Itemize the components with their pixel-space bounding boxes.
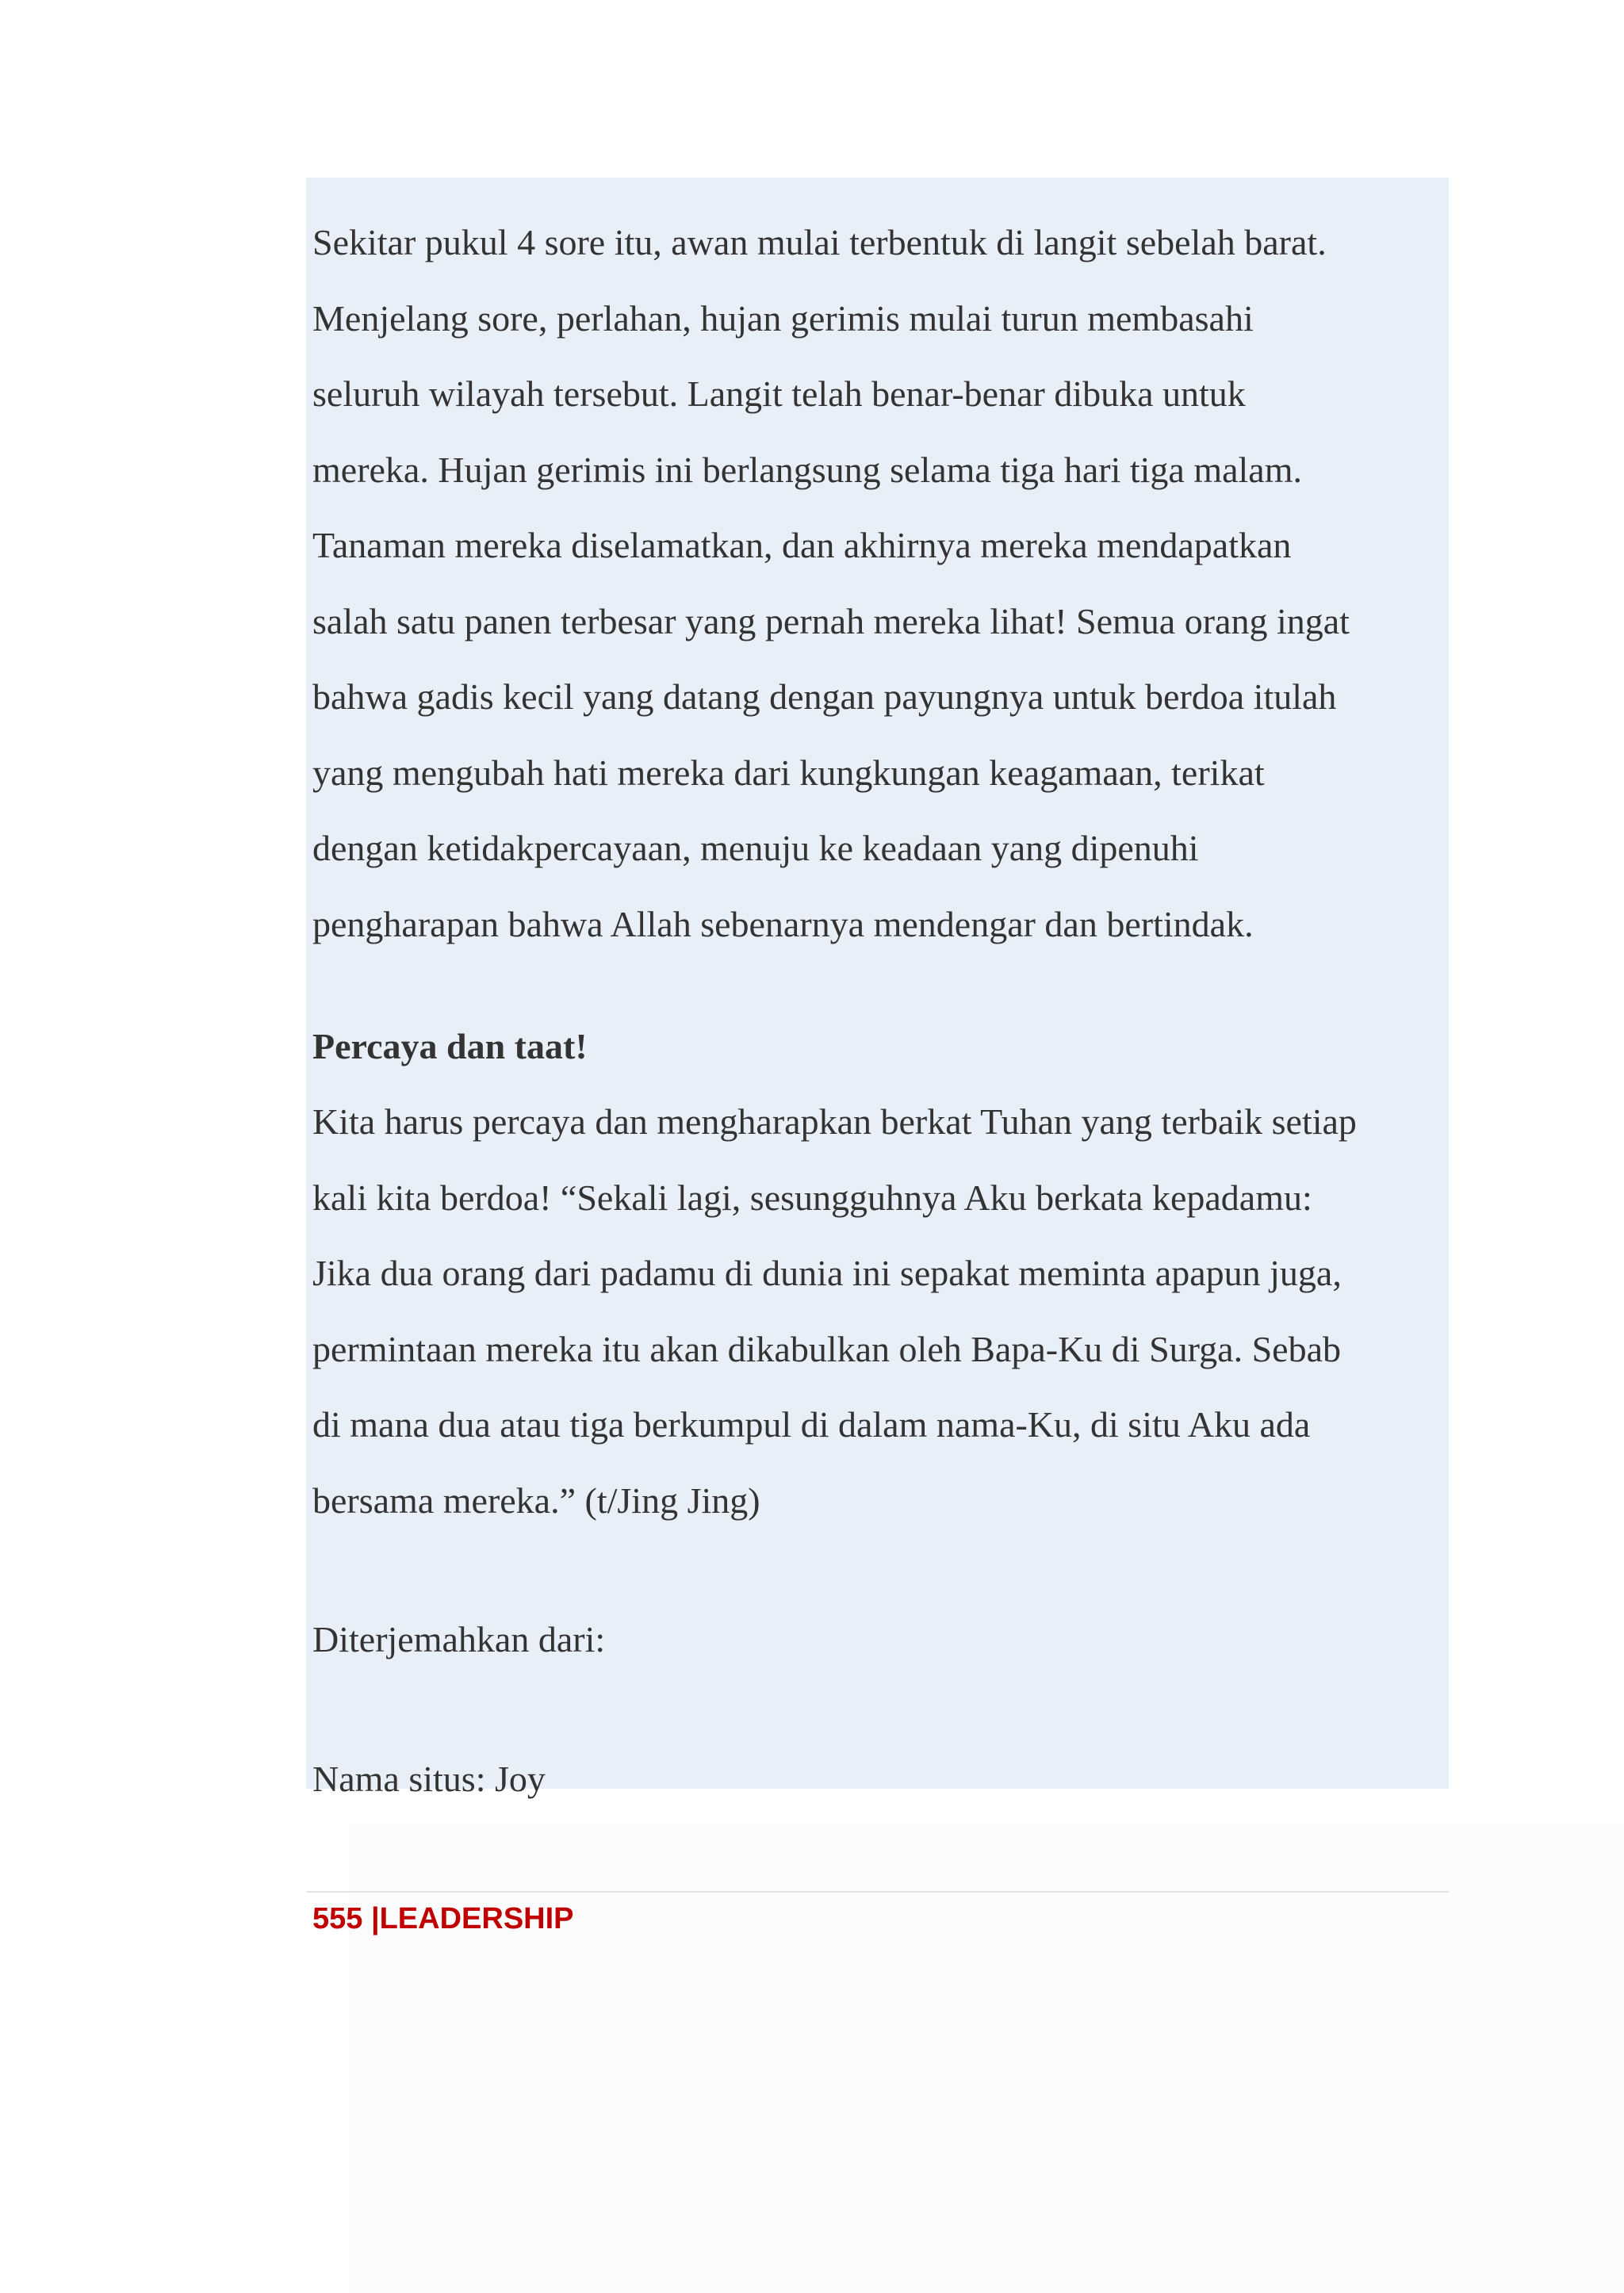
paragraph-1: Sekitar pukul 4 sore itu, awan mulai terbentuk di langit sebelah barat. Menjelang sore, perlahan, hujan gerimis mulai turun membasahi seluruh wilayah tersebut. Langit telah benar-benar dibuka untuk mereka. Hujan gerimis ini berlangsung selama tiga hari tiga malam. Tanaman mereka diselamatkan, dan akhirnya mereka mendapatkan salah satu panen terbesar yang pernah mereka lihat! Semua orang ingat bahwa gadis kecil yang datang dengan payungnya untuk berdoa itulah yang mengubah hati mereka dari kungkungan keagamaan, terikat dengan ketidakpercayaan, menuju ke keadaan yang dipenuhi pengharapan bahwa Allah sebenarnya mendengar dan bertindak. [312, 222, 1350, 944]
site-name: Nama situs: Joy [312, 1759, 546, 1799]
footer-divider [306, 1891, 1449, 1893]
page-shade [349, 1824, 1624, 2293]
section-heading: Percaya dan taat! [312, 1026, 588, 1066]
page-footer: 555 |LEADERSHIP [312, 1902, 574, 1935]
source-label: Diterjemahkan dari: [312, 1619, 606, 1659]
paragraph-2: Kita harus percaya dan mengharapkan berkat Tuhan yang terbaik setiap kali kita berdoa! “Sekali lagi, sesungguhnya Aku berkata kepadamu: Jika dua orang dari padamu di dunia ini sepakat meminta apapun juga, permintaan mereka itu akan dikabulkan oleh Bapa-Ku di Surga. Sebab di mana dua atau tiga berkumpul di dalam nama-Ku, di situ Aku ada bersama mereka.” (t/Jing Jing) [312, 1101, 1357, 1521]
